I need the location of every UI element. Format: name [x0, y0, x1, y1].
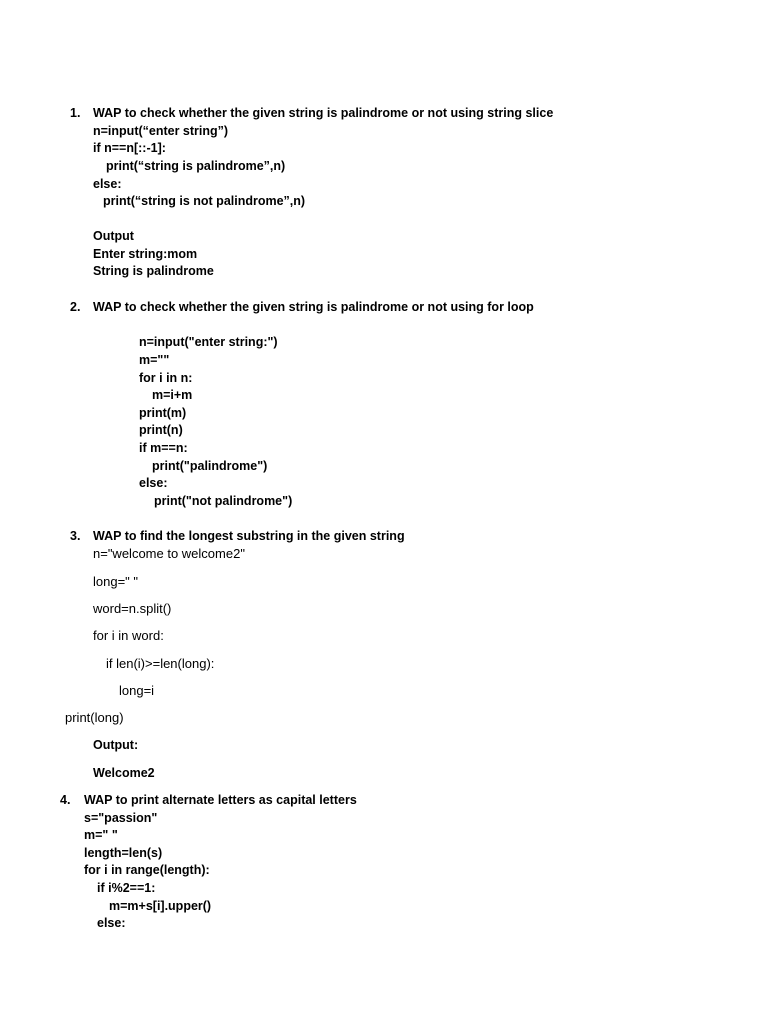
code-line: n=input("enter string:"): [139, 335, 278, 349]
code-line: print(m): [139, 406, 187, 420]
section-2-number: 2.: [70, 300, 81, 314]
code-line: print(long): [65, 710, 124, 725]
code-line: m="": [139, 353, 170, 367]
code-line: if n==n[::-1]:: [93, 141, 166, 155]
section-4-number: 4.: [60, 793, 71, 807]
section-2-title: WAP to check whether the given string is palindrome or not using for loop: [93, 300, 534, 314]
code-line: else:: [93, 177, 122, 191]
code-line: n="welcome to welcome2": [93, 546, 245, 561]
section-1-number: 1.: [70, 106, 81, 120]
code-line: else:: [97, 916, 126, 930]
code-line: print("not palindrome"): [154, 494, 293, 508]
code-line: print(“string is palindrome”,n): [106, 159, 286, 173]
code-line: if len(i)>=len(long):: [106, 656, 215, 671]
section-3-title: WAP to find the longest substring in the given string: [93, 529, 405, 543]
section-3-number: 3.: [70, 529, 81, 543]
section-1-title: WAP to check whether the given string is palindrome or not using string slice: [93, 106, 554, 120]
code-line: print(“string is not palindrome”,n): [103, 194, 306, 208]
output-line: Enter string:mom: [93, 247, 198, 261]
code-line: m=" ": [84, 828, 118, 842]
code-line: if i%2==1:: [97, 881, 156, 895]
code-line: if m==n:: [139, 441, 188, 455]
code-line: m=m+s[i].upper(): [109, 899, 212, 913]
code-line: word=n.split(): [93, 601, 172, 616]
output-line: String is palindrome: [93, 264, 214, 278]
output-line: Welcome2: [93, 766, 155, 780]
code-line: for i in n:: [139, 371, 193, 385]
code-line: m=i+m: [152, 388, 193, 402]
code-line: long=i: [119, 683, 155, 698]
code-line: s="passion": [84, 811, 158, 825]
code-line: else:: [139, 476, 168, 490]
code-line: length=len(s): [84, 846, 163, 860]
code-line: for i in range(length):: [84, 863, 210, 877]
section-4-title: WAP to print alternate letters as capital letters: [84, 793, 357, 807]
output-label: Output:: [93, 738, 139, 752]
code-line: for i in word:: [93, 628, 164, 643]
output-label: Output: [93, 229, 134, 243]
code-line: long=" ": [93, 574, 139, 589]
code-line: print(n): [139, 423, 183, 437]
code-line: print("palindrome"): [152, 459, 268, 473]
code-line: n=input(“enter string”): [93, 124, 229, 138]
